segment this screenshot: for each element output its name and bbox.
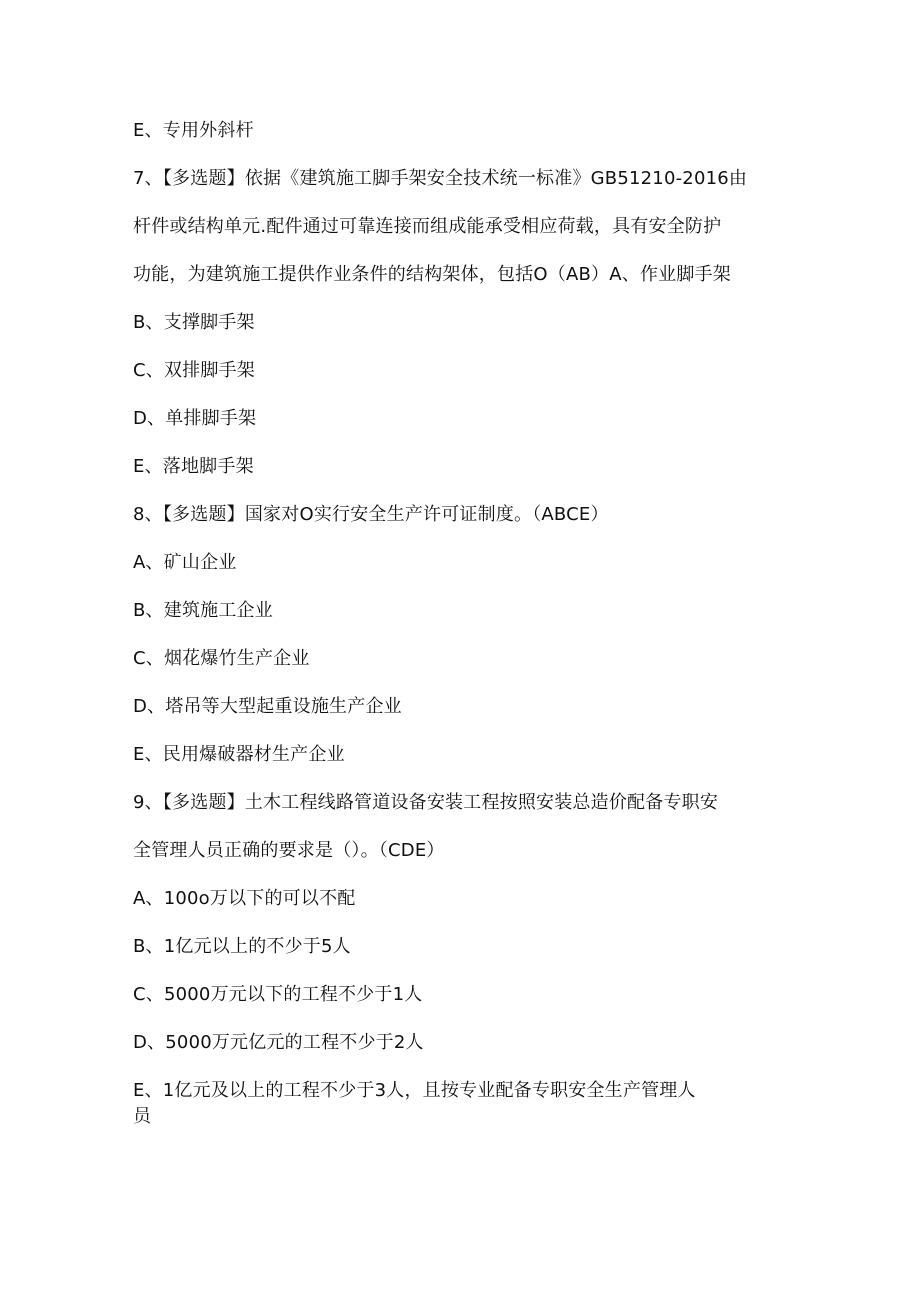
- q7-option-b: B、支撑脚手架: [133, 312, 255, 333]
- q8-option-a: A、矿山企业: [133, 552, 237, 573]
- q9-option-b: B、1亿元以上的不少于5人: [133, 936, 351, 957]
- q9-stem-line-1: 9、【多选题】土木工程线路管道设备安装工程按照安装总造价配备专职安: [133, 792, 719, 813]
- q8-option-b: B、建筑施工企业: [133, 600, 273, 621]
- q9-option-e-line-1: E、1亿元及以上的工程不少于3人，且按专业配备专职安全生产管理人: [133, 1080, 696, 1101]
- q8-stem: 8、【多选题】国家对O实行安全生产许可证制度。（ABCE）: [133, 504, 609, 525]
- q6-option-e: E、专用外斜杆: [133, 120, 254, 141]
- q7-option-d: D、单排脚手架: [133, 408, 257, 429]
- q8-option-c: C、烟花爆竹生产企业: [133, 648, 310, 669]
- q9-option-c: C、5000万元以下的工程不少于1人: [133, 984, 423, 1005]
- q7-stem-line-3: 功能，为建筑施工提供作业条件的结构架体，包括O（AB）A、作业脚手架: [133, 264, 731, 285]
- q9-stem-line-2: 全管理人员正确的要求是（）。（CDE）: [133, 840, 445, 861]
- q9-option-d: D、5000万元亿元的工程不少于2人: [133, 1032, 424, 1053]
- q7-stem-line-2: 杆件或结构单元.配件通过可靠连接而组成能承受相应荷载，具有安全防护: [133, 216, 722, 237]
- q7-option-e: E、落地脚手架: [133, 456, 254, 477]
- q9-option-e-line-2: 员: [133, 1106, 152, 1127]
- q8-option-e: E、民用爆破器材生产企业: [133, 744, 345, 765]
- q8-option-d: D、塔吊等大型起重设施生产企业: [133, 696, 402, 717]
- q9-option-a: A、100o万以下的可以不配: [133, 888, 356, 909]
- q7-stem-line-1: 7、【多选题】依据《建筑施工脚手架安全技术统一标准》GB51210-2016由: [133, 168, 748, 189]
- q7-option-c: C、双排脚手架: [133, 360, 255, 381]
